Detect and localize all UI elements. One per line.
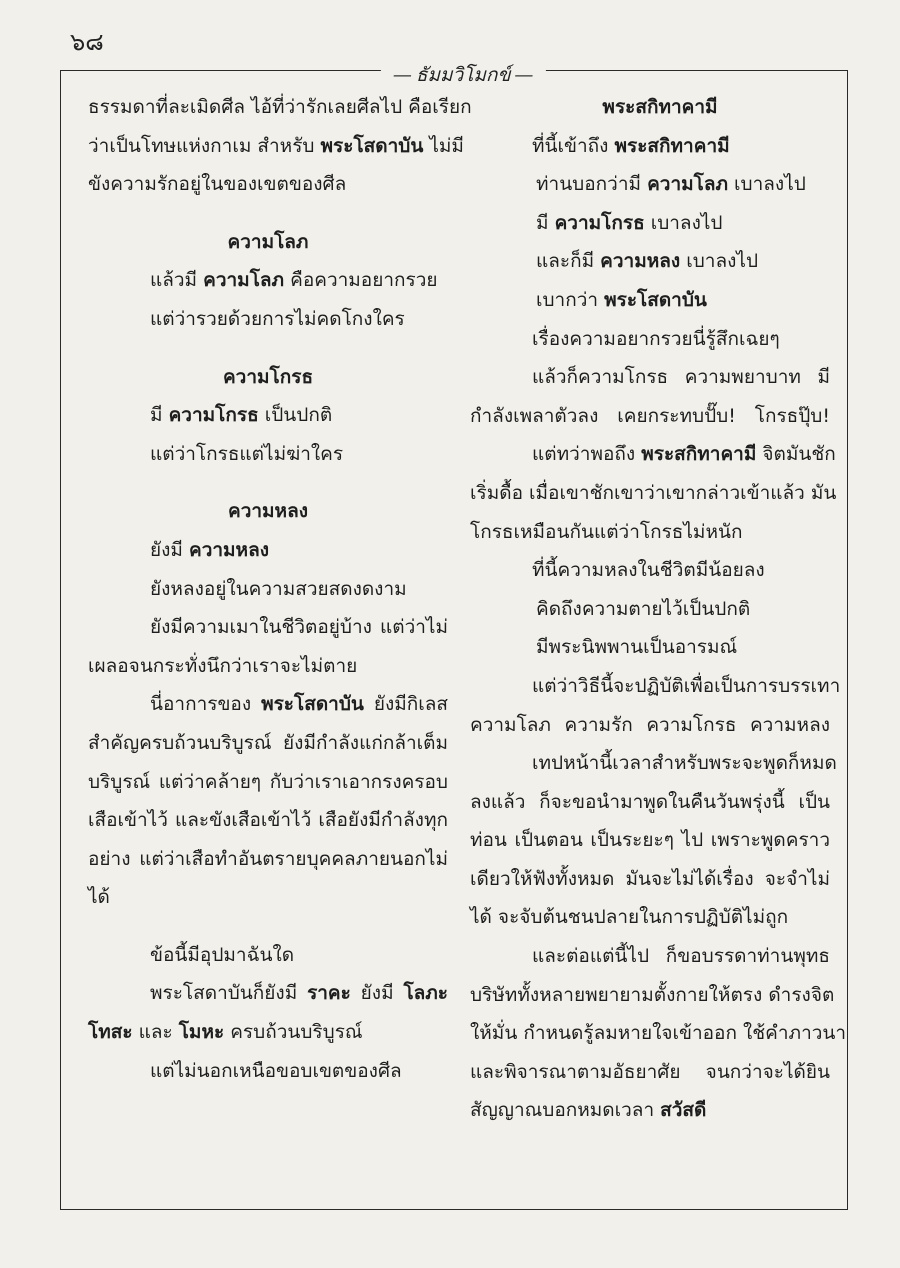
verse-line: มี ความโกรธ เบาลงไป — [536, 211, 723, 234]
text-line: บริษัททั้งหลายพยายามตั้งกายให้ตรง ดำรงจิต — [470, 983, 835, 1006]
text-line: เดียวให้ฟังทั้งหมด มันจะไม่ได้เรื่อง จะจำไม่ — [470, 867, 830, 890]
verse-line: คิดถึงความตายไว้เป็นปกติ — [536, 597, 751, 620]
verse-line: ยังหลงอยู่ในความสวยสดงดงาม — [150, 577, 407, 600]
section-heading: ความโกรธ — [222, 365, 314, 388]
verse-line: ท่านบอกว่ามี ความโลภ เบาลงไป — [536, 173, 806, 196]
verse-line: ที่นี้เข้าถึง พระสกิทาคามี — [532, 134, 730, 157]
text-line: และต่อแต่นี้ไป ก็ขอบรรดาท่านพุทธ — [532, 945, 830, 968]
text-line: ได้ — [88, 886, 110, 909]
text-line: ให้มั่น กำหนดรู้ลมหายใจเข้าออก ใช้คำภาวนา — [470, 1022, 847, 1045]
text-line: แต่ไม่นอกเหนือขอบเขตของศีล — [150, 1059, 402, 1082]
verse-line: เบากว่า พระโสดาบัน — [536, 288, 707, 311]
text-line: นี่อาการของ พระโสดาบัน ยังมีกิเลส — [150, 693, 448, 716]
text-line: กำลังเพลาตัวลง เคยกระทบปั๊บ! โกรธปุ๊บ! — [470, 404, 830, 427]
verse-line: ที่นี้ความหลงในชีวิตมีน้อยลง — [532, 559, 765, 582]
text-line: โกรธเหมือนกันแต่ว่าโกรธไม่หนัก — [470, 520, 743, 543]
verse-line: แต่ว่ารวยด้วยการไม่คดโกงใคร — [150, 307, 405, 330]
right-column — [470, 88, 847, 1130]
text-line: เริ่มดื้อ เมื่อเขาชักเขาว่าเขากล่าวเข้าแล้ว มัน — [470, 481, 837, 504]
text-line: บริบูรณ์ แต่ว่าคล้ายๆ กับว่าเราเอากรงครอบ — [88, 770, 448, 793]
text-line: ความโลภ ความรัก ความโกรธ ความหลง — [470, 713, 830, 736]
section-heading: พระสกิทาคามี — [602, 96, 718, 118]
section-heading: ความโลภ — [227, 230, 309, 253]
text-line: ท่อน เป็นตอน เป็นระยะๆ ไป เพราะพูดคราว — [470, 829, 830, 852]
verse-line: มี ความโกรธ เป็นปกติ — [150, 404, 333, 427]
text-line: ได้ จะจับต้นชนปลายในการปฏิบัติไม่ถูก — [470, 906, 789, 929]
verse-line: เรื่องความอยากรวยนี่รู้สึกเฉยๆ — [532, 327, 780, 350]
page-number: ๖๘ — [70, 28, 104, 56]
text-line: ข้อนี้มีอุปมาฉันใด — [150, 943, 295, 966]
running-header: — ธัมมวิโมกข์ — — [381, 60, 546, 90]
text-line: สำคัญครบถ้วนบริบูรณ์ ยังมีกำลังแก่กล้าเต็ม — [88, 731, 448, 754]
text-line: ว่าเป็นโทษแห่งกาเม สำหรับ พระโสดาบัน ไม่มี — [88, 134, 464, 157]
verse-line: แต่ว่าโกรธแต่ไม่ฆ่าใคร — [150, 442, 344, 465]
verse-line: และก็มี ความหลง เบาลงไป — [536, 250, 759, 273]
text-line: เสือเข้าไว้ และขังเสือเข้าไว้ เสือยังมีกำลังทุก — [88, 809, 448, 832]
text-line: โทสะ และ โมหะ ครบถ้วนบริบูรณ์ — [88, 1021, 363, 1044]
verse-line: ยังมี ความหลง — [150, 538, 270, 561]
text-line: แล้วก็ความโกรธ ความพยาบาท มี — [532, 366, 830, 389]
text-line: พระโสดาบันก็ยังมี ราคะ ยังมี โลภะ — [150, 982, 449, 1005]
text-line: แต่ว่าวิธีนี้จะปฏิบัติเพื่อเป็นการบรรเทา — [532, 674, 841, 697]
section-heading: ความหลง — [227, 500, 309, 523]
text-line: แต่ทว่าพอถึง พระสกิทาคามี จิตมันชัก — [532, 443, 836, 466]
verse-line: ยังมีความเมาในชีวิตอยู่บ้าง แต่ว่าไม่ — [150, 616, 448, 639]
verse-line: แล้วมี ความโลภ คือความอยากรวย — [150, 269, 438, 292]
text-line: ขังความรักอยู่ในของเขตของศีล — [88, 173, 347, 196]
text-line: และพิจารณาตามอัธยาศัย จนกว่าจะได้ยิน — [470, 1060, 830, 1083]
text-line: ลงแล้ว ก็จะขอนำมาพูดในคืนวันพรุ่งนี้ เป็น — [470, 790, 830, 813]
text-line: ธรรมดาที่ละเมิดศีล ไอ้ที่ว่ารักเลยศีลไป คือเรียก — [88, 96, 472, 118]
left-column — [88, 88, 472, 1090]
text-line: เผลอจนกระทั่งนึกว่าเราจะไม่ตาย — [88, 654, 358, 677]
text-line: อย่าง แต่ว่าเสือทำอันตรายบุคคลภายนอกไม่ — [88, 847, 448, 870]
text-line: เทปหน้านี้เวลาสำหรับพระจะพูดก็หมด — [532, 752, 837, 775]
text-line: สัญญาณบอกหมดเวลา สวัสดี — [470, 1099, 707, 1122]
verse-line: มีพระนิพพานเป็นอารมณ์ — [536, 636, 738, 659]
